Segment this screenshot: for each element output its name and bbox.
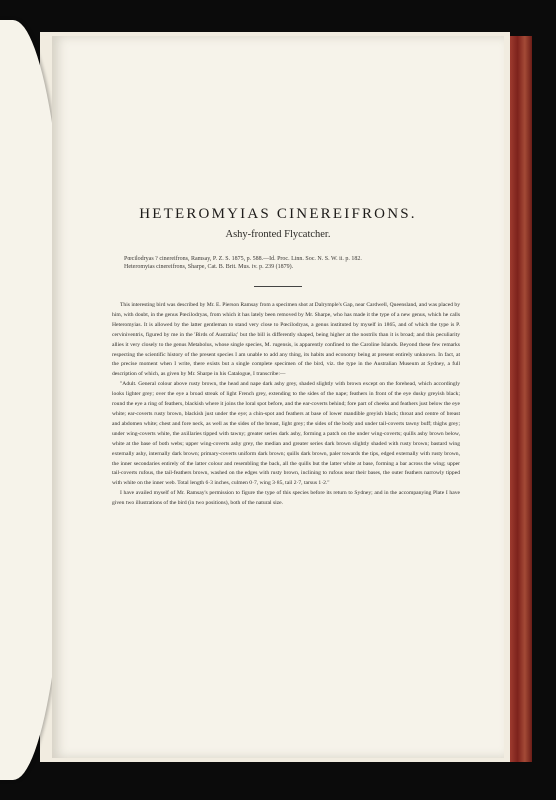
section-divider (254, 286, 302, 287)
species-title: HETEROMYIAS CINEREIFRONS. (139, 206, 417, 222)
reference-line: Pœcilodryas ? cinereifrons, Ramsay, P. Z. S. 1875, p. 588.—Id. Proc. Linn. Soc. N. S. W. ii. p. 182. (124, 256, 362, 262)
paragraph: I have availed myself of Mr. Ramsay's permission to figure the type of this species before its return to Sydney; and in the accompanying Plate I have given two illustrations of the bird (in two positions), both of the natural size. (112, 490, 460, 507)
paragraph: This interesting bird was described by Mr. E. Pierson Ramsay from a specimen shot at Dalrymple's Gap, near Cardwell, Queensland, and was placed by him, with doubt, in the genus Pœcilodryas, from which it has lately been removed by Mr. Sharpe, who has made it the type of a new genus, which he calls Heteromyias. It is allowed by the latter gentleman to stand very close to Pœcilodryas, a genus instituted by myself in 1865, and of which the type is P. cerviniventris, figured by me in the 'Birds of Australia;' but the bill is differently shaped, being higher at the nostrils than it is broad; and this peculiarity allies it very closely to the genus Metabolus, whose single species, M. rugensis, is apparently confined to the Caroline Islands. Beyond these few remarks respecting the scientific history of the present species I am unable to add any thing, its habits and economy being at present entirely unknown. In fact, at the precise moment when I write, there exists but a single complete specimen of the bird, viz. the type in the Australian Museum at Sydney, a full description of which, as given by Mr. Sharpe in his Catalogue, I transcribe:— (112, 302, 460, 378)
paragraph: "Adult. General colour above rusty brown, the head and nape dark ashy grey, shaded slightly with brown except on the forehead, which accordingly looks lighter grey; over the eye a broad streak of light French grey, extending to the sides of the nape; feathers in front of the eye dusky greyish black; round the eye a ring of feathers, blackish where it joins the loral spot before, and the ear-coverts behind; fore part of cheeks and feathers just below the eye white; ear-coverts rusty brown, blackish just under the eye; a chin-spot and feathers at base of lower mandible greyish black; throat and centre of breast and abdomen white; chest and fore neck, as well as the sides of the breast, light grey; the sides of the body and under tail-coverts tawny buff; thighs grey; under wing-coverts white, the axillaries tipped with tawny; greater series dark ashy, forming a patch on the under wing-coverts; quills ashy brown below, white at the base of both webs; upper wing-coverts ashy grey, the median and greater series dark brown slightly shaded with rusty brown; bastard wing externally ashy, internally dark brown; primary-coverts uniform dark brown; quills dark brown, paler towards the tips, edged externally with rusty brown, the inner secondaries entirely of the latter colour and resembling the back, all the quills but the latter white at base, forming a bar across the wing; upper tail-coverts rufous, the tail-feathers brown, washed on the edges with rusty brown, inclining to rufous near their bases, the outer feathers narrowly tipped with white on the inner web. Total length 6·3 inches, culmen 0·7, wing 3·85, tail 2·7, tarsus 1·2." (112, 381, 460, 487)
common-name-subtitle: Ashy-fronted Flycatcher. (225, 229, 331, 240)
reference-line: Heteromyias cinereifrons, Sharpe, Cat. B. Brit. Mus. iv. p. 239 (1879). (124, 264, 294, 270)
body-text (112, 301, 460, 509)
book-page (52, 36, 504, 758)
